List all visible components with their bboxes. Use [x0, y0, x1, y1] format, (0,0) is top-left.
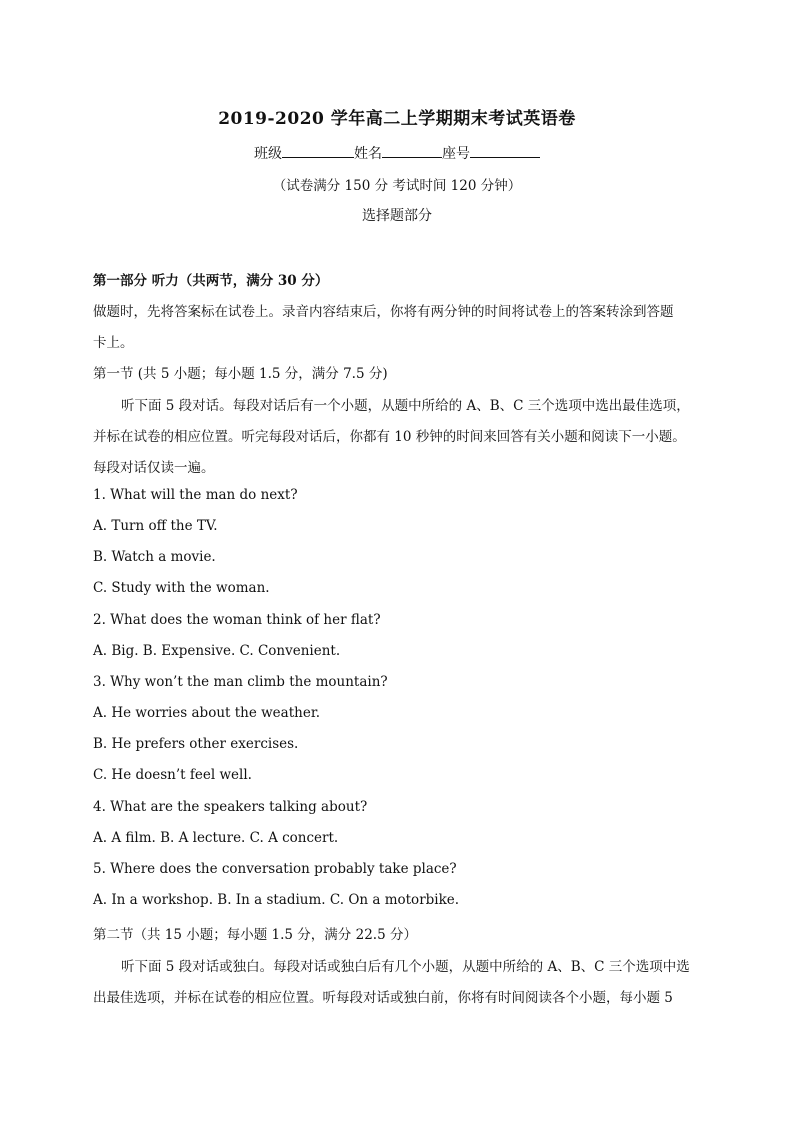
question-4: 4. What are the speakers talking about? [93, 799, 368, 815]
question-1-option-c: C. Study with the woman. [93, 580, 270, 596]
question-5-options: A. In a workshop. B. In a stadium. C. On a motorbike. [93, 892, 460, 908]
question-3-option-b: B. He prefers other exercises. [93, 736, 299, 752]
section-heading: 选择题部分 [362, 208, 432, 224]
question-3-option-c: C. He doesn’t feel well. [93, 767, 252, 783]
student-info-line [0, 143, 794, 163]
question-1-option-a: A. Turn off the TV. [93, 518, 218, 534]
question-3-option-a: A. He worries about the weather. [93, 705, 321, 721]
class-blank[interactable] [282, 143, 354, 158]
question-5: 5. Where does the conversation probably take place? [93, 861, 457, 877]
class-label: 班级 [254, 146, 282, 162]
name-blank[interactable] [382, 143, 442, 158]
question-3: 3. Why won’t the man climb the mountain? [93, 674, 388, 690]
sec1-instruction-line3: 每段对话仅读一遍。 [93, 460, 215, 476]
exam-title: 2019-2020 学年高二上学期期末考试英语卷 [218, 109, 576, 129]
sec1-instruction-line2: 并标在试卷的相应位置。听完每段对话后，你都有 10 秒钟的时间来回答有关小题和阅读下一小题。 [93, 429, 686, 445]
sec1-heading: 第一节 (共 5 小题；每小题 1.5 分，满分 7.5 分) [93, 366, 388, 382]
sec1-instruction-line1: 听下面 5 段对话。每段对话后有一个小题，从题中所给的 A、B、C 三个选项中选出最佳选项， [121, 398, 690, 414]
seat-label: 座号 [442, 146, 470, 162]
name-label: 姓名 [354, 146, 382, 162]
sec2-instruction-line2: 出最佳选项，并标在试卷的相应位置。听每段对话或独白前，你将有时间阅读各个小题，每小题 5 [93, 990, 673, 1006]
question-4-options: A. A film. B. A lecture. C. A concert. [93, 830, 339, 846]
part1-instruction-line1: 做题时，先将答案标在试卷上。录音内容结束后，你将有两分钟的时间将试卷上的答案转涂到答题 [93, 304, 674, 320]
sec2-heading: 第二节（共 15 小题；每小题 1.5 分，满分 22.5 分） [93, 927, 417, 943]
question-2: 2. What does the woman think of her flat? [93, 612, 381, 628]
sec2-instruction-line1: 听下面 5 段对话或独白。每段对话或独白后有几个小题，从题中所给的 A、B、C 三个选项中选 [121, 959, 690, 975]
part1-heading: 第一部分 听力（共两节，满分 30 分） [93, 273, 329, 289]
seat-blank[interactable] [470, 143, 540, 158]
question-1: 1. What will the man do next? [93, 487, 298, 503]
exam-note: （试卷满分 150 分 考试时间 120 分钟） [272, 178, 522, 194]
question-1-option-b: B. Watch a movie. [93, 549, 216, 565]
part1-instruction-line2: 卡上。 [93, 335, 134, 351]
question-2-options: A. Big. B. Expensive. C. Convenient. [93, 643, 341, 659]
